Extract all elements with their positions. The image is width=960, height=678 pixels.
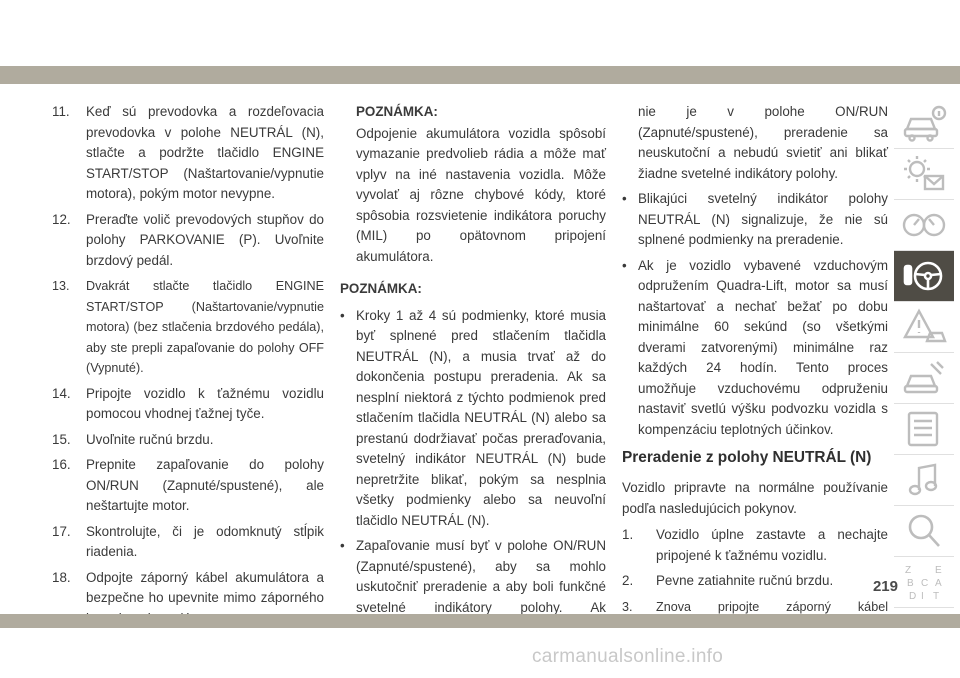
- magnifier-icon: [901, 511, 947, 551]
- page-number: 219: [872, 578, 898, 595]
- section-intro: Vozidlo pripravte na normálne používanie podľa nasledujúcich pokynov.: [622, 480, 888, 516]
- step-number: 1.: [622, 527, 634, 542]
- step-12: [52, 210, 324, 272]
- index-letter: Z: [905, 565, 912, 576]
- tab-multimedia[interactable]: [894, 455, 954, 506]
- step-text: Znova pripojte záporný kábel: [656, 599, 888, 614]
- step-text: Prepnite zapaľovanie do polohy ON/RUN (Zapnuté/spustené), ale neštartujte motor.: [86, 457, 324, 513]
- column-1: [52, 102, 324, 634]
- dashboard-gauge-icon: [901, 205, 947, 245]
- chapter-tabs: [894, 98, 954, 608]
- step-number: 18.: [52, 569, 71, 585]
- column-3: [622, 102, 888, 643]
- bullet-icon: •: [340, 538, 345, 553]
- step-text: Dvakrát stlačte tlačidlo ENGINE START/STOP (Naštartovanie/vypnutie motora) (bez stlačenia brzdového pedála), aby ste prepli zapaľovanie do polohy OFF (Vypnuté).: [86, 279, 324, 375]
- step-text: Vozidlo úplne zastavte a nechajte pripojené k ťažnému vozidlu.: [656, 527, 888, 563]
- tab-car-info[interactable]: [894, 98, 954, 149]
- tab-lights[interactable]: [894, 149, 954, 200]
- step-text: Preraďte volič prevodových stupňov do polohy PARKOVANIE (P). Uvoľnite brzdový pedál.: [86, 211, 324, 268]
- car-info-icon: [901, 103, 947, 143]
- column-2: [340, 102, 606, 644]
- step-number: 3.: [622, 599, 633, 614]
- step-11: [52, 102, 324, 205]
- index-letter: T: [933, 591, 940, 602]
- step-text: Pevne zatiahnite ručnú brzdu.: [656, 573, 834, 588]
- tab-index[interactable]: [894, 557, 954, 608]
- step-text: Pripojte vozidlo k ťažnému vozidlu pomocou vhodnej ťažnej tyče.: [86, 385, 324, 421]
- footer-bar: [0, 614, 960, 628]
- step-number: 17.: [52, 523, 71, 539]
- bullet-text: Zapaľovanie musí byť v polohe ON/RUN (Zapnuté/spustené), aby sa mohlo uskutočniť preradenie a aby boli funkčné svetelné indikátory polohy. Ak: [356, 538, 606, 615]
- step-17: [52, 522, 324, 563]
- list-item: [622, 256, 888, 441]
- tab-maintenance[interactable]: [894, 353, 954, 404]
- step-text: Keď sú prevodovka a rozdeľovacia prevodovka v polohe NEUTRÁL (N), stlačte a podržte tlačidlo ENGINE START/STOP (Naštartovanie/vypnutie motora), pokým motor nevypne.: [86, 104, 324, 201]
- step-number: 11.: [52, 104, 70, 119]
- section-title: Preradenie z polohy NEUTRÁL (N): [622, 449, 872, 466]
- list-item: [622, 189, 888, 251]
- steering-wheel-icon: [901, 256, 947, 296]
- checklist-icon: [901, 409, 947, 449]
- step-number: 13.: [52, 279, 70, 293]
- warning-car-icon: [901, 307, 947, 347]
- step-15: [52, 430, 324, 451]
- index-letter: D: [909, 591, 917, 602]
- top-margin: [0, 0, 960, 66]
- step-14: [52, 384, 324, 425]
- bullet-text: Blikajúci svetelný indikátor polohy NEUTRÁL (N) signalizuje, že nie sú splnené podmienky na preradenie.: [638, 191, 888, 247]
- index-letter: A: [935, 578, 942, 589]
- index-letter: E: [935, 565, 942, 576]
- step-2: [622, 571, 888, 592]
- note-title: POZNÁMKA:: [356, 104, 438, 119]
- note-text: Odpojenie akumulátora vozidla spôsobí vymazanie predvolieb rádia a môže mať vplyv na iné nastavenia vozidla. Môže vyvolať aj rôzne chybové kódy, ktoré spôsobia rozsvietenie indikátora poruchy (MIL) po opätovnom pripojení akumulátora.: [356, 125, 606, 264]
- bullet-continuation: nie je v polohe ON/RUN (Zapnuté/spustené), preradenie sa neuskutoční a nebudú svietiť ani blikať žiadne svetelné indikátory polohy.: [638, 104, 888, 181]
- tab-starting-driving[interactable]: [894, 251, 954, 302]
- music-note-icon: [901, 460, 947, 500]
- wrench-car-icon: [901, 358, 947, 398]
- step-number: 2.: [622, 573, 634, 588]
- note-battery: [340, 102, 606, 267]
- tab-dashboard[interactable]: [894, 200, 954, 251]
- step-16: [52, 455, 324, 517]
- bullet-icon: •: [340, 307, 345, 323]
- tab-specifications[interactable]: [894, 404, 954, 455]
- list-item: [340, 306, 606, 532]
- bullet-text: Ak je vozidlo vybavené vzduchovým odpružením Quadra-Lift, motor sa musí naštartovať a nechať bežať po dobu minimálne 60 sekúnd (so všetkými dverami zatvorenými) minimálne raz každých 24 hodín. Tento proces umožňuje vzduchovému odpruženiu nastaviť svetlú výšku podvozku vozidla s kompenzáciu teplotných účinkov.: [638, 257, 888, 437]
- step-text: Odpojte záporný kábel akumulátora a bezpečne ho upevnite mimo záporného: [86, 569, 324, 605]
- header-bar: [0, 66, 960, 84]
- tab-customer-assistance[interactable]: [894, 506, 954, 557]
- bottom-margin: [0, 628, 960, 678]
- index-letters-icon: [901, 562, 947, 602]
- step-number: 14.: [52, 385, 71, 401]
- tab-emergency[interactable]: [894, 302, 954, 353]
- note-title: POZNÁMKA:: [340, 281, 422, 296]
- index-letter: B: [907, 578, 914, 589]
- step-number: 12.: [52, 211, 71, 227]
- bullet-icon: •: [622, 257, 627, 273]
- step-text: Uvoľnite ručnú brzdu.: [86, 431, 214, 447]
- watermark: carmanualsonline.info: [532, 646, 724, 667]
- step-13: [52, 276, 324, 379]
- bullet-icon: •: [622, 191, 627, 206]
- index-letter: I: [921, 591, 924, 602]
- step-number: 16.: [52, 457, 71, 472]
- step-text: Skontrolujte, či je odomknutý stĺpik riadenia.: [86, 523, 324, 559]
- bullet-text: Kroky 1 až 4 sú podmienky, ktoré musia byť splnené pred stlačením tlačidla NEUTRÁL (N), a musia trvať až do dokončenia postupu preradenia. Ak sa nesplní niektorá z týchto podmienok pred stlačením tlačidla NEUTRÁL (N) alebo sa prestanú dodržiavať počas preraďovania, svetelný indikátor NEUTRÁL (N) bude nepretržite blikať, pokým sa nesplnia všetky podmienky alebo sa neuvoľní tlačidlo NEUTRÁL (N).: [356, 307, 606, 528]
- step-number: 15.: [52, 431, 71, 447]
- index-letter: C: [921, 578, 929, 589]
- step-1: [622, 525, 888, 566]
- light-envelope-icon: [901, 154, 947, 194]
